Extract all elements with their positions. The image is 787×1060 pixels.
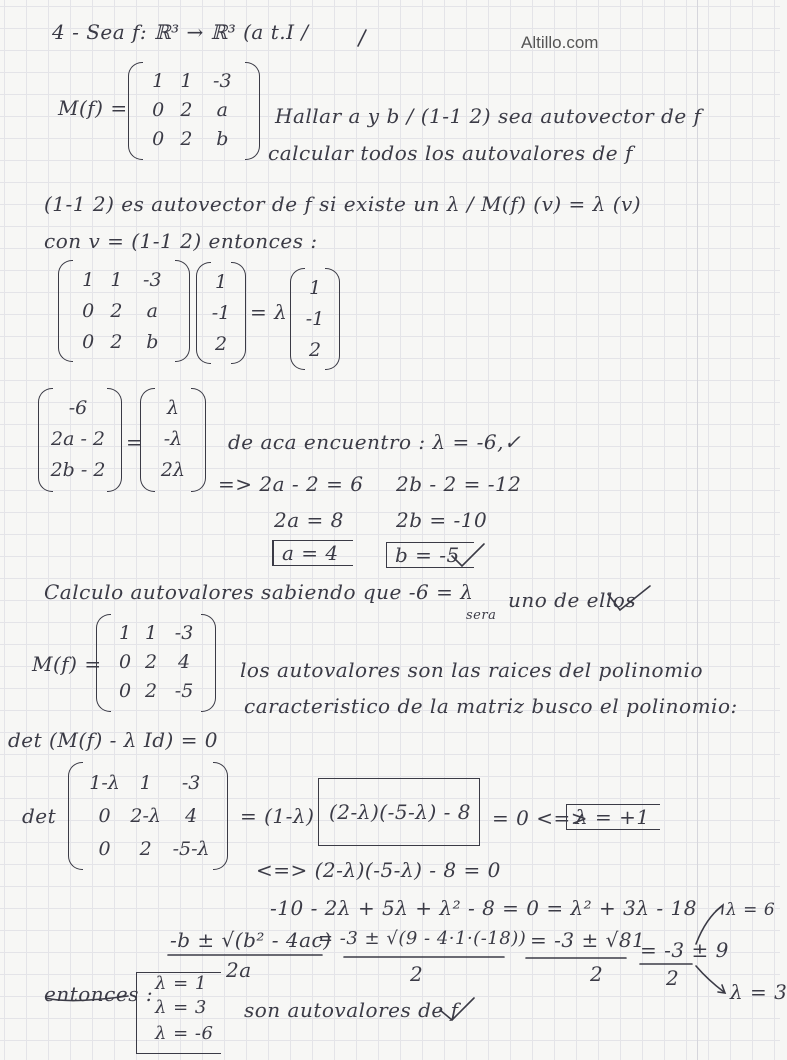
- quadratic-num: -b ± √(b² - 4ac): [170, 928, 332, 952]
- matrix-cell: 2b - 2: [50, 458, 106, 481]
- matrix-cell: 2: [180, 127, 193, 150]
- equals-sign: =: [126, 430, 144, 454]
- det-bracket: (2-λ)(-5-λ) - 8: [318, 778, 480, 846]
- quadratic-den: 2a: [226, 958, 252, 982]
- mf-label-2: M(f) =: [32, 652, 102, 676]
- matrix-cell: 1: [139, 771, 152, 794]
- matrix-cell: 2: [214, 332, 228, 355]
- poly-expanded: -10 - 2λ + 5λ + λ² - 8 = 0 = λ² + 3λ - 18: [270, 896, 697, 920]
- matrix-cell: 1: [180, 69, 193, 92]
- watermark: Altillo.com: [521, 33, 599, 52]
- matrix-cell: -6: [68, 396, 88, 419]
- matrix-cell: 1: [214, 270, 228, 293]
- calc-eigen-sub: sera: [466, 608, 497, 623]
- matrix-cell: 1-λ: [89, 771, 120, 794]
- det-equation: det (M(f) - λ Id) = 0: [8, 728, 219, 752]
- matrix-cell: a: [216, 98, 228, 121]
- matrix-cell: b: [216, 127, 229, 150]
- formula-final-den: 2: [666, 966, 680, 990]
- det-label: det: [22, 804, 57, 828]
- eigen-roots-line: los autovalores son las raices del polinomio: [240, 658, 703, 682]
- eq-b-2: 2b = -10: [396, 508, 488, 532]
- matrix-cell: 2: [180, 98, 193, 121]
- matrix-cell: -1: [305, 307, 325, 330]
- matrix-cell: 0: [152, 98, 165, 121]
- matrix-cell: -5-λ: [172, 837, 210, 860]
- matrix-cell: 0: [98, 837, 111, 860]
- mf-label: M(f) =: [58, 96, 128, 120]
- eigenvalue-2: λ = 3: [155, 997, 207, 1018]
- matrix-cell: 4: [185, 804, 198, 827]
- matrix-cell: 2λ: [160, 458, 186, 481]
- matrix-cell: -3: [143, 268, 162, 291]
- matrix-cell: 1: [110, 268, 123, 291]
- matrix-cell: 4: [178, 650, 191, 673]
- problem-statement: 4 - Sea f: ℝ³ → ℝ³ (a t.I /: [52, 20, 309, 44]
- matrix-cell: -λ: [163, 427, 183, 450]
- with-v: con v = (1-1 2) entonces :: [44, 229, 318, 253]
- formula-sub-num: = -3 ± √(9 - 4·1·(-18)): [318, 928, 527, 949]
- matrix-cell: -3: [174, 621, 194, 644]
- calc-eigen: Calculo autovalores sabiendo que -6 = λ: [44, 580, 474, 604]
- matrix-cell: 2: [145, 650, 158, 673]
- matrix-cell: b: [146, 330, 159, 353]
- poly-line: <=> (2-λ)(-5-λ) - 8 = 0: [256, 858, 501, 882]
- matrix-cell: 2: [308, 338, 322, 361]
- conclusion-label: entonces :: [44, 982, 154, 1006]
- eq-a-2: 2a = 8: [274, 508, 344, 532]
- eigenvalue-3: λ = -6: [155, 1023, 214, 1044]
- conclusion-text: son autovalores de f: [244, 998, 459, 1022]
- matrix-cell: -3: [181, 771, 201, 794]
- eigenvector-condition: (1-1 2) es autovector de f si existe un λ / M(f) (v) = λ (v): [44, 192, 642, 216]
- matrix-cell: 1: [152, 69, 165, 92]
- matrix-cell: -1: [211, 301, 231, 324]
- det-expansion: = (1-λ): [240, 804, 315, 828]
- result-a: a = 4: [272, 540, 353, 566]
- matrix-cell: -5: [174, 679, 194, 702]
- result-b: b = -5: [386, 542, 474, 568]
- matrix-cell: 1: [308, 276, 322, 299]
- matrix-cell: 2: [139, 837, 152, 860]
- formula-root-den: 2: [590, 962, 604, 986]
- matrix-cell: 0: [82, 330, 95, 353]
- formula-sub-den: 2: [410, 962, 424, 986]
- char-poly-line: caracteristico de la matriz busco el polinomio:: [244, 694, 738, 718]
- eq-a: => 2a - 2 = 6: [218, 472, 364, 496]
- matrix-cell: 1: [145, 621, 158, 644]
- matrix-cell: 2a - 2: [50, 427, 105, 450]
- task-line-2: calcular todos los autovalores de f: [268, 141, 633, 165]
- root-three: λ = 3: [730, 980, 787, 1004]
- equals-lambda: = λ: [250, 300, 288, 324]
- matrix-cell: 1: [118, 621, 132, 644]
- matrix-cell: 2: [110, 330, 123, 353]
- matrix-cell: 1: [82, 268, 95, 291]
- root-six: λ = 6: [726, 900, 776, 920]
- matrix-cell: 2-λ: [130, 804, 161, 827]
- matrix-cell: 2: [145, 679, 158, 702]
- matrix-cell: λ: [166, 396, 180, 419]
- matrix-cell: -3: [213, 69, 232, 92]
- task-line-1: Hallar a y b / (1-1 2) sea autovector de f: [275, 104, 702, 128]
- found-lambda: de aca encuentro : λ = -6,✓: [228, 430, 522, 454]
- matrix-cell: 0: [118, 679, 132, 702]
- matrix-cell: 0: [118, 650, 132, 673]
- eq-b: 2b - 2 = -12: [396, 472, 522, 496]
- det-equals-zero: = 0 <=>: [492, 806, 588, 830]
- matrix-cell: a: [146, 299, 158, 322]
- matrix-cell: 0: [82, 299, 95, 322]
- matrix-cell: 0: [98, 804, 111, 827]
- calc-eigen-end: uno de ellos: [508, 588, 637, 612]
- eigenvalue-1: λ = 1: [155, 973, 207, 994]
- formula-final-num: = -3 ± 9: [640, 938, 729, 962]
- matrix-cell: 0: [152, 127, 165, 150]
- formula-root-num: = -3 ± √81: [530, 928, 646, 952]
- lambda-one: λ = +1: [566, 804, 660, 830]
- matrix-cell: 2: [110, 299, 123, 322]
